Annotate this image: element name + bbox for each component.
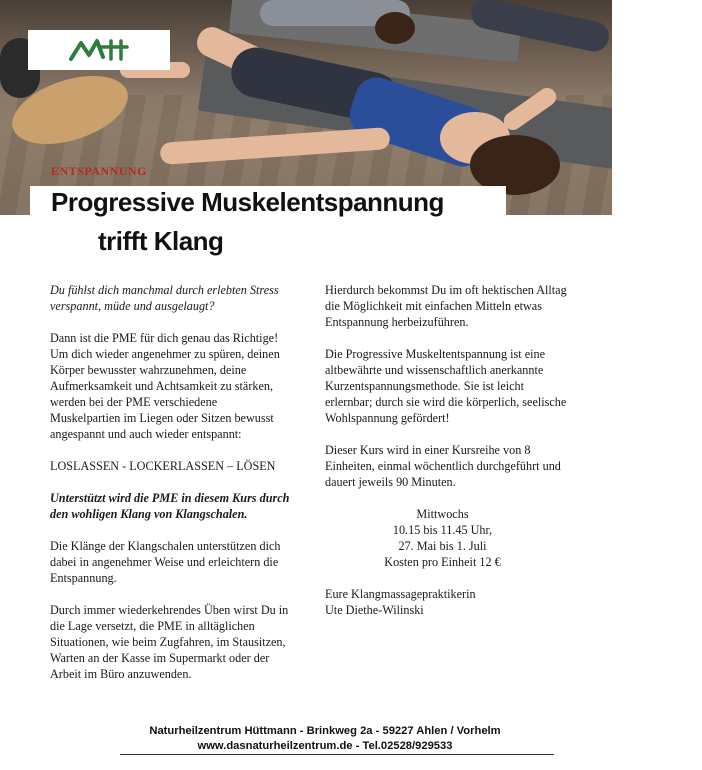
signature-name: Ute Diethe-Wilinski	[325, 603, 424, 617]
body-paragraph: Die Progressive Muskeltentspannung ist eine altbewährte und wissenschaftlich anerkannte Kurzentspannungsmethode. Sie ist leicht erlernbar; durch sie wird die körperlich, seelische Wohlspannung gefördert!	[325, 347, 567, 425]
schedule-dates: 27. Mai bis 1. Juli	[398, 539, 487, 553]
emphasis-paragraph: Unterstützt wird die PME in diesem Kurs durch den wohligen Klang von Klangschalen.	[50, 491, 290, 521]
schedule-time: 10.15 bis 11.45 Uhr,	[392, 523, 493, 537]
intro-question: Du fühlst dich manchmal durch erlebten Stress verspannt, müde und ausgelaugt?	[50, 283, 279, 313]
page-title-line1: Progressive Muskelentspannung	[51, 187, 444, 217]
footer-divider	[120, 754, 554, 755]
hero-person-head	[375, 12, 415, 44]
page-title-line2: trifft Klang	[98, 226, 224, 256]
footer-contact[interactable]: www.dasnaturheilzentrum.de - Tel.02528/929533	[197, 740, 453, 752]
footer-address: Naturheilzentrum Hüttmann - Brinkweg 2a - 59227 Ahlen / Vorhelm	[149, 725, 501, 737]
category-label: ENTSPANNUNG	[51, 164, 147, 178]
signature-role: Eure Klangmassagepraktikerin	[325, 587, 476, 601]
schedule-cost: Kosten pro Einheit 12 €	[384, 555, 501, 569]
logo-box	[28, 30, 170, 70]
left-column	[50, 282, 290, 698]
body-paragraph: Dann ist die PME für dich genau das Richtige! Um dich wieder angenehmer zu spüren, deinen Körper bewusster wahrzunehmen, deine Aufmerksamkeit und Achtsamkeit zu stärken, werden bei der PME verschiedene Muskelpartien im Liegen oder Sitzen bewusst angespannt und auch wieder entspannt:	[50, 331, 280, 441]
body-paragraph: Durch immer wiederkehrendes Üben wirst Du in die Lage versetzt, die PME in alltäglichen Situationen, wie beim Zugfahren, im Stausitzen, Warten an der Kasse im Supermarkt oder der Arbeit im Büro anzuwenden.	[50, 603, 289, 681]
body-paragraph: Hierdurch bekommst Du im oft hektischen Alltag die Möglichkeit mit einfachen Mitteln etwas Entspannung herbeizuführen.	[325, 283, 567, 329]
footer	[95, 724, 555, 754]
mtt-logo-icon	[67, 37, 131, 63]
body-paragraph: Dieser Kurs wird in einer Kursreihe von 8 Einheiten, einmal wöchentlich durchgeführt und dauert jeweils 90 Minuten.	[325, 443, 561, 489]
right-column	[325, 282, 570, 618]
slogan: LOSLASSEN - LOCKERLASSEN – LÖSEN	[50, 459, 276, 473]
body-paragraph: Die Klänge der Klangschalen unterstützen dich dabei in angenehmer Weise und erleichtern die Entspannung.	[50, 539, 281, 585]
schedule-block	[325, 506, 560, 570]
schedule-day: Mittwochs	[416, 507, 469, 521]
